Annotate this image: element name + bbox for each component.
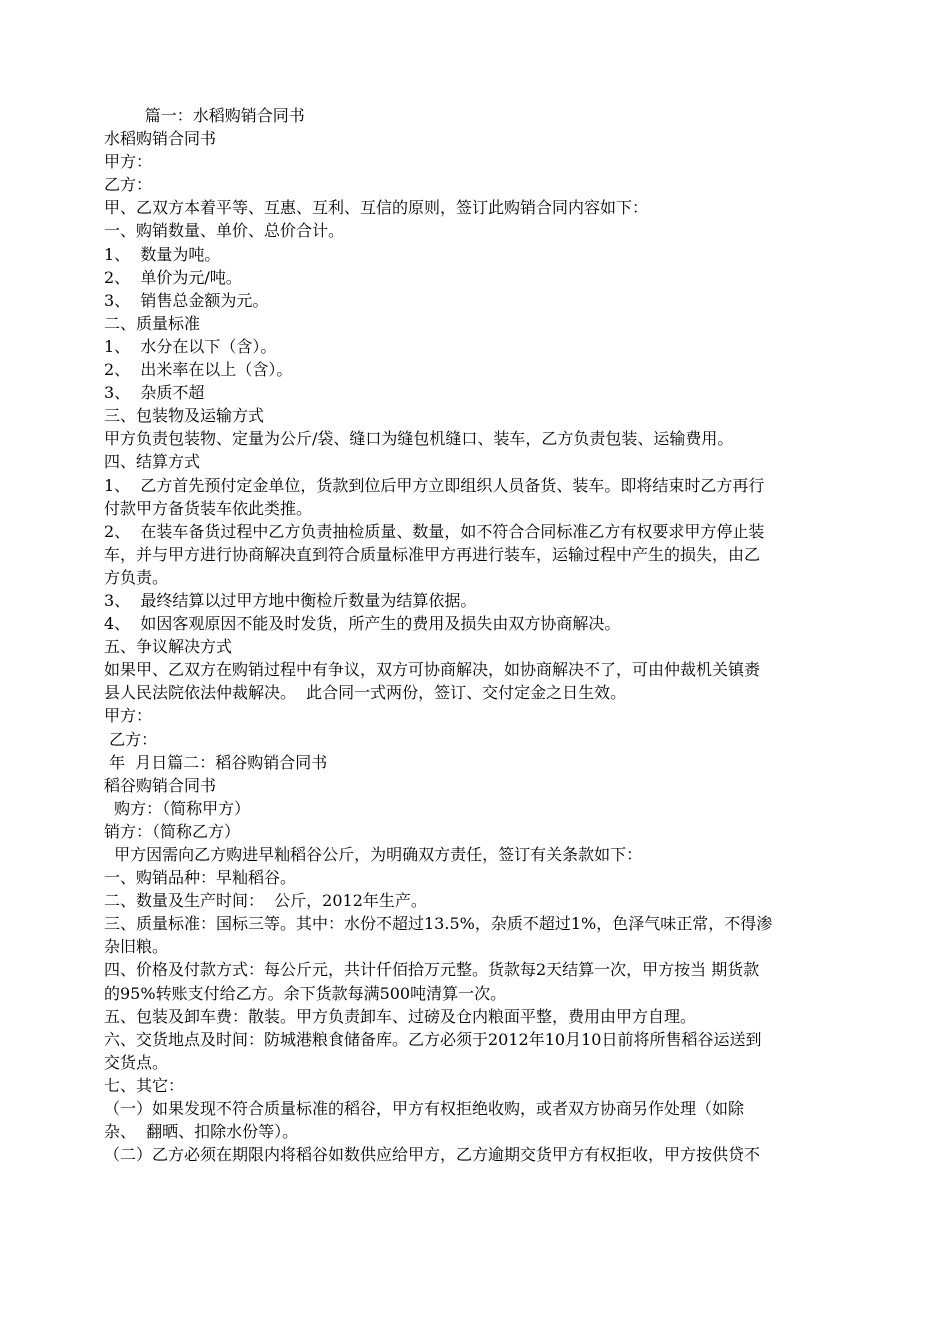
document-line: 购方：（简称甲方） — [104, 798, 251, 818]
document-line: （一）如果发现不符合质量标准的稻谷，甲方有权拒绝收购，或者双方协商另作处理（如除 — [104, 1099, 745, 1119]
document-line: 付款甲方备货装车依此类推。 — [104, 498, 313, 518]
document-line: 杂、 翻晒、扣除水份等）。 — [104, 1122, 299, 1142]
document-line: 杂旧粮。 — [104, 937, 169, 957]
document-line: 4、 如因客观原因不能及时发货，所产生的费用及损失由双方协商解决。 — [104, 614, 621, 634]
document-line: 三、包装物及运输方式 — [104, 406, 265, 426]
document-line: 甲方： — [104, 706, 153, 726]
document-line: 3、 杂质不超 — [104, 383, 205, 403]
document-line: 年 月日篇二：稻谷购销合同书 — [104, 752, 328, 772]
document-body — [104, 104, 864, 1166]
document-line: 销方：（简称乙方） — [104, 821, 241, 841]
document-line: 3、 最终结算以过甲方地中衡检斤数量为结算依据。 — [104, 590, 477, 610]
document-line: 五、争议解决方式 — [104, 637, 233, 657]
document-line: 如果甲、乙双方在购销过程中有争议，双方可协商解决，如协商解决不了，可由仲裁机关镇赉 — [104, 660, 761, 680]
document-line: 二、质量标准 — [104, 313, 201, 333]
document-line: 三、质量标准：国标三等。其中：水份不超过13.5%，杂质不超过1%，色泽气味正常，不得渗 — [104, 914, 773, 934]
document-line: 七、其它： — [104, 1075, 185, 1095]
document-line: 一、购销数量、单价、总价合计。 — [104, 221, 345, 241]
document-line: 1、 数量为吨。 — [104, 244, 221, 264]
document-line: 篇一：水稻购销合同书 — [104, 106, 305, 125]
document-line: 六、交货地点及时间：防城港粮食储备库。乙方必须于2012年10月10日前将所售稻谷运送到 — [104, 1029, 762, 1049]
document-line: 甲方因需向乙方购进早籼稻谷公斤，为明确双方责任，签订有关条款如下： — [104, 845, 643, 864]
document-line: 交货点。 — [104, 1052, 169, 1072]
document-line: 的95%转账支付给乙方。余下货款每满500吨清算一次。 — [104, 983, 507, 1003]
document-line: 稻谷购销合同书 — [104, 775, 217, 795]
document-line: 五、包装及卸车费：散装。甲方负责卸车、过磅及仓内粮面平整，费用由甲方自理。 — [104, 1006, 697, 1026]
document-line: 车，并与甲方进行协商解决直到符合质量标准甲方再进行装车，运输过程中产生的损失，由乙 — [104, 544, 761, 564]
document-line: 二、数量及生产时间： 公斤，2012年生产。 — [104, 891, 427, 911]
document-line: 四、结算方式 — [104, 452, 201, 472]
document-line: 方负责。 — [104, 567, 169, 587]
document-line: 1、 水分在以下（含）。 — [104, 336, 277, 356]
document-line: 甲方负责包装物、定量为公斤/袋、缝口为缝包机缝口、装车，乙方负责包装、运输费用。 — [104, 429, 734, 449]
document-line: 乙方： — [104, 175, 153, 195]
document-line: 2、 在装车备货过程中乙方负责抽检质量、数量，如不符合合同标准乙方有权要求甲方停止装 — [104, 521, 765, 541]
document-line: 3、 销售总金额为元。 — [104, 290, 269, 310]
document-line: 甲方： — [104, 152, 153, 172]
document-line: 甲、乙双方本着平等、互惠、互利、互信的原则，签订此购销合同内容如下： — [104, 198, 649, 218]
document-line: 水稻购销合同书 — [104, 129, 217, 149]
document-line: 乙方： — [104, 729, 158, 749]
document-line: 2、 出米率在以上（含）。 — [104, 360, 293, 380]
document-line: 2、 单价为元/吨。 — [104, 267, 242, 287]
document-line: 四、价格及付款方式：每公斤元，共计仟佰拾万元整。货款每2天结算一次，甲方按当 期货款 — [104, 960, 760, 980]
document-line: 县人民法院依法仲裁解决。 此合同一式两份，签订、交付定金之日生效。 — [104, 683, 627, 703]
document-line: 1、 乙方首先预付定金单位，货款到位后甲方立即组织人员备货、装车。即将结束时乙方再行 — [104, 475, 765, 495]
document-line: 一、购销品种：早籼稻谷。 — [104, 868, 297, 888]
document-line: （二）乙方必须在期限内将稻谷如数供应给甲方，乙方逾期交货甲方有权拒收，甲方按供贷不 — [104, 1145, 761, 1165]
